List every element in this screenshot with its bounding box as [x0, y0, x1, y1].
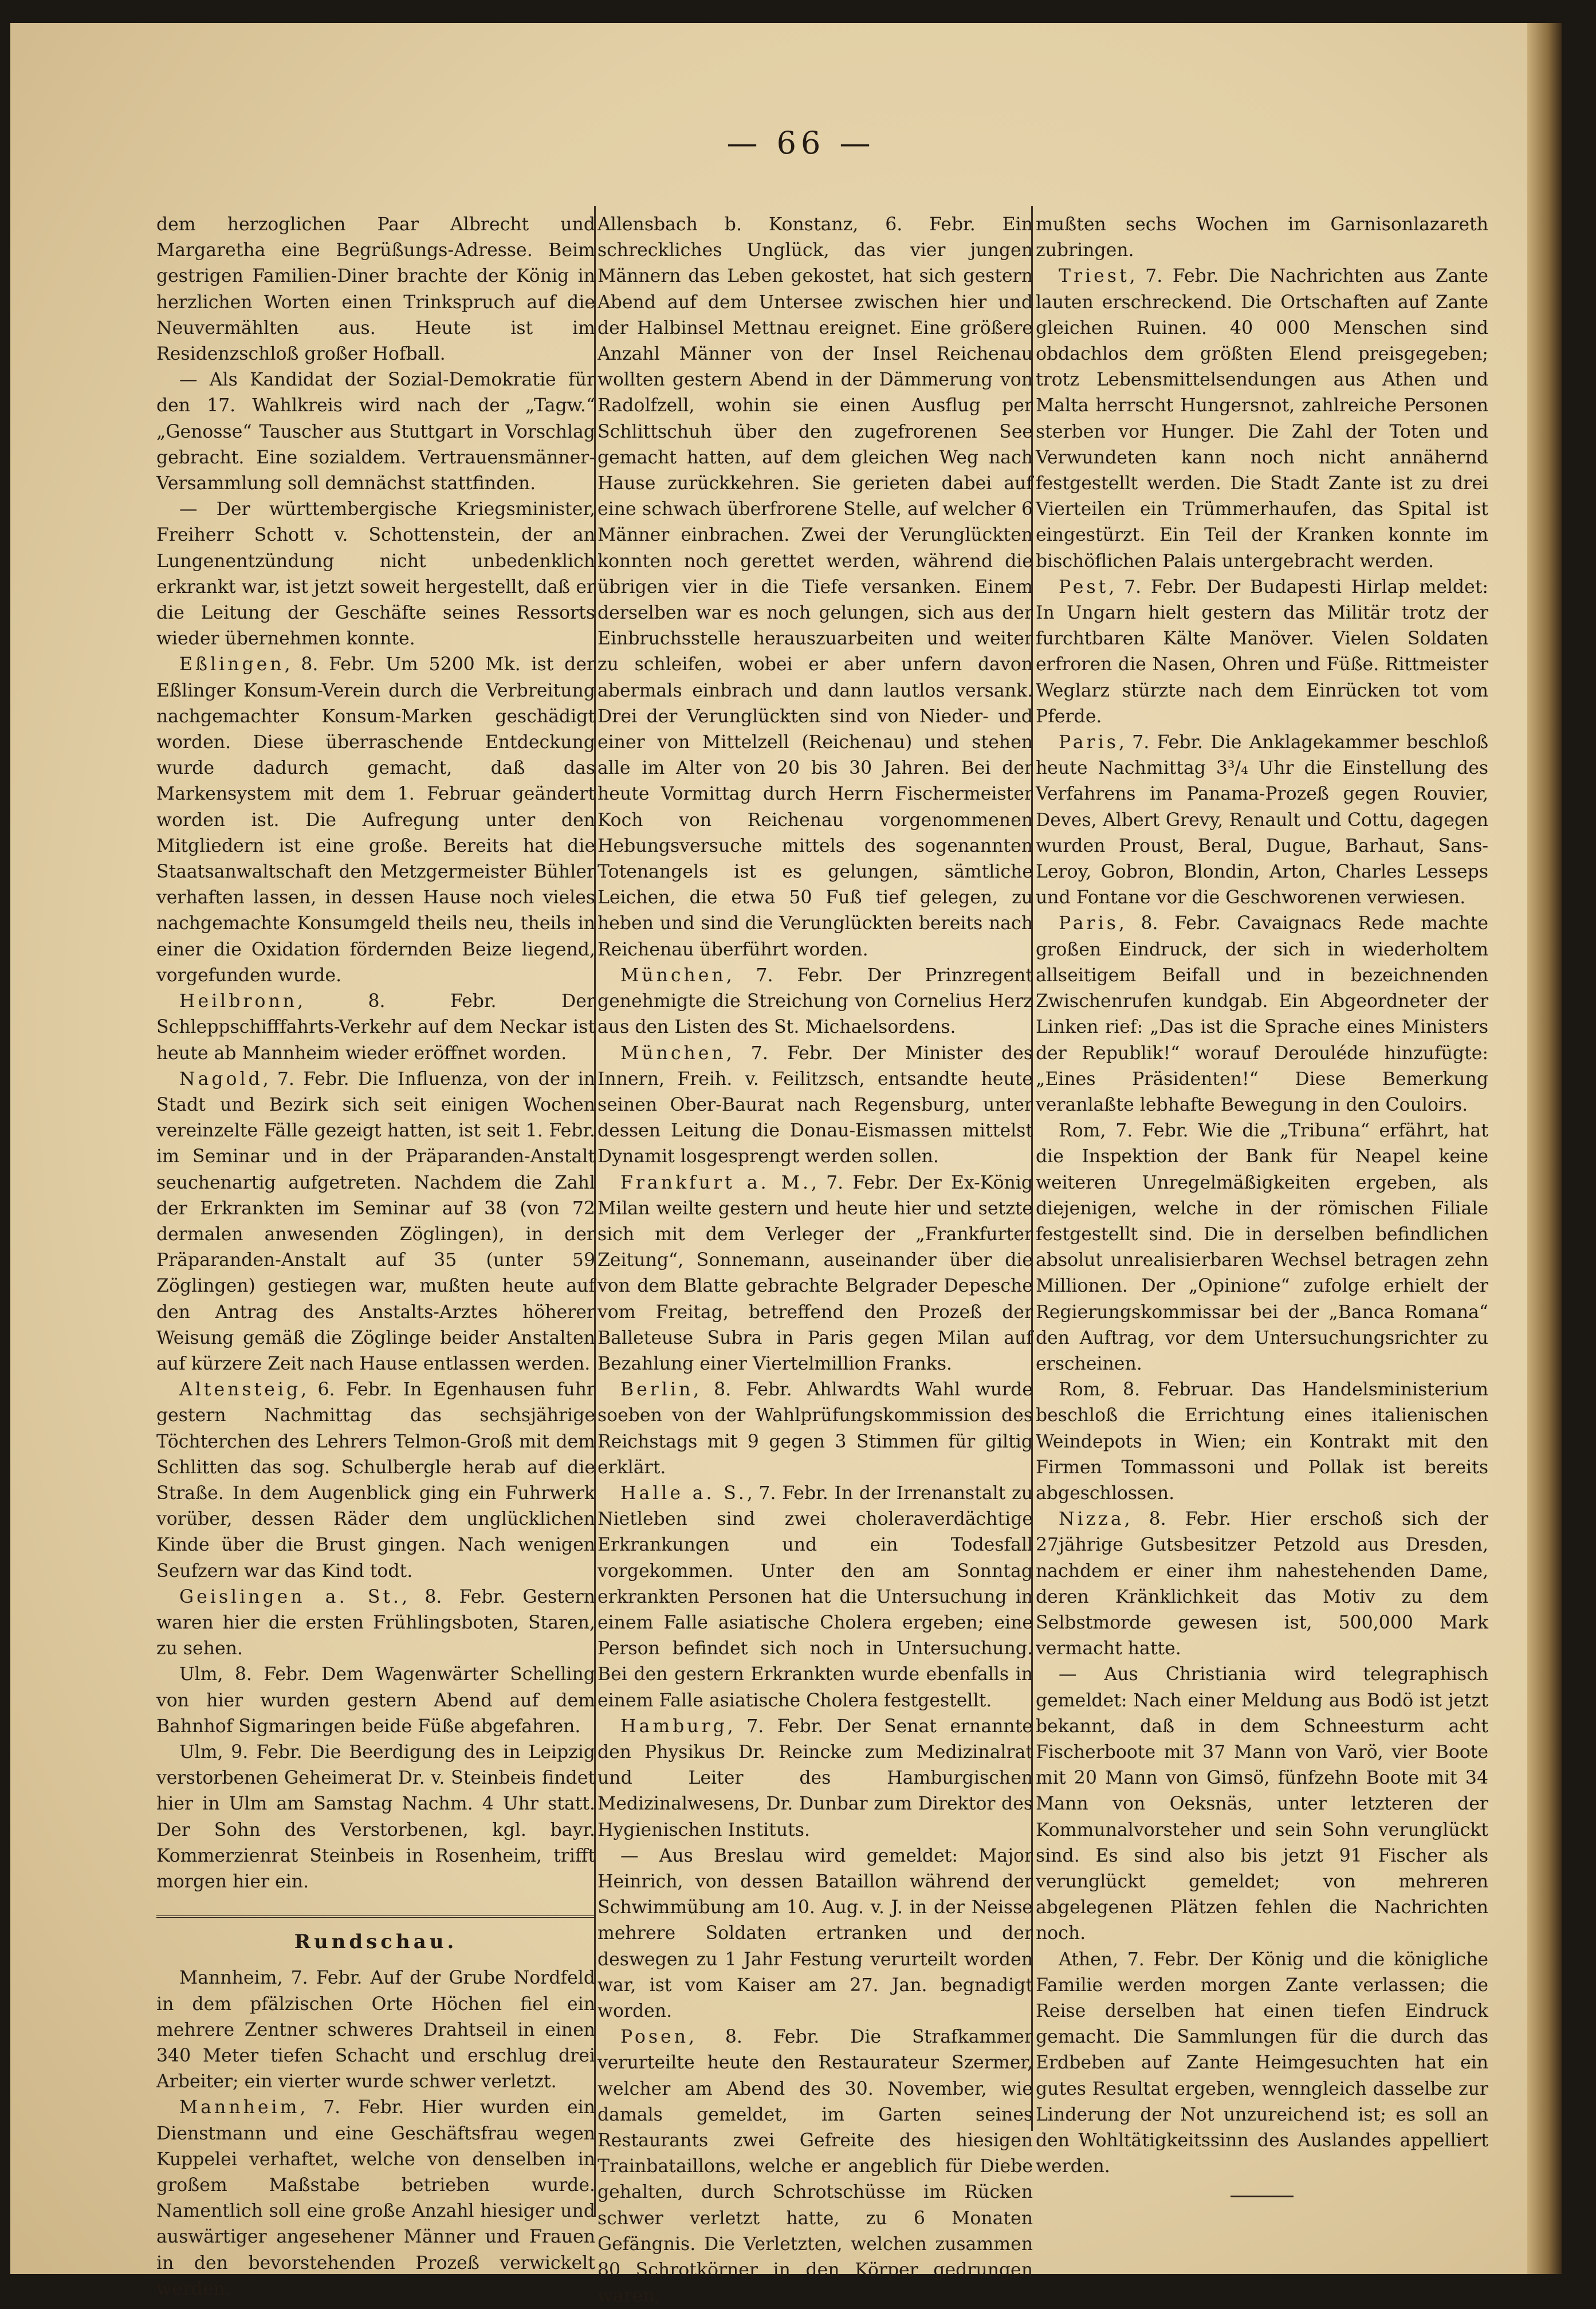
dateline-place: Posen: [620, 2027, 689, 2048]
article-paragraph: [1036, 1118, 1488, 1377]
article-text: — Aus Breslau wird gemeldet: Major Heinrich, von dessen Bataillon während der Schwimmübung am 10. Aug. v. J. in der Neisse mehrere Soldaten ertranken und der deswegen zu 1 Jahr Festung verurteilt worden war, ist vom Kaiser am 27. Jan. begnadigt worden.: [597, 1845, 1033, 2022]
article-text: — Aus Christiania wird telegraphisch gemeldet: Nach einer Meldung aus Bodö ist jetzt bekannt, daß in dem Schneesturm acht Fischerboote mit 37 Mann von Varö, vier Boote mit 20 Mann von Gimsö, fünfzehn Boote mit 34 Mann von Oeksnäs, unter letzteren der Kommunalvorsteher und sein Sohn verunglückt sind. Es sind also bis jetzt 91 Fischer als verunglückt gemeldet; von mehreren abgelegenen Plätzen fehlen die Nachrichten noch.: [1036, 1664, 1488, 1944]
article-paragraph: [1036, 575, 1488, 730]
article-text: Rom, 8. Februar. Das Handelsministerium beschloß die Errichtung eines italienischen Weindepots in Wien; ein Kontrakt mit den Firmen Tommassoni und Pollak ist bereits abgeschlossen.: [1036, 1379, 1488, 1504]
article-text: — Der württembergische Kriegsminister, Freiherr Schott v. Schottenstein, der an Lungenentzündung nicht unbedenklich erkrankt war, ist jetzt soweit hergestellt, daß er die Leitung der Geschäfte seines Ressorts wieder übernehmen konnte.: [156, 499, 595, 650]
article-paragraph: [156, 1965, 595, 2095]
article-text: Allensbach b. Konstanz, 6. Febr. Ein schreckliches Unglück, das vier jungen Männern das Leben gekostet, hat sich gestern Abend auf dem Untersee zwischen hier und der Halbinsel Mettnau ereignet. Eine größere Anzahl Männer von der Insel Reichenau wollten gestern Abend in der Dämmerung von Radolfzell, wohin sie einen Ausflug per Schlittschuh über den zugefrorenen See gemacht hatten, auf dem gleichen Weg nach Hause zurückkehren. Sie gerieten dabei auf eine schwach überfrorene Stelle, auf welcher 6 Männer einbrachen. Zwei der Verunglückten konnten noch gerettet werden, während die übrigen vier in die Tiefe versanken. Einem derselben war es noch gelungen, sich aus der Einbruchsstelle herauszuarbeiten und weiter zu schleifen, wobei er aber unfern davon abermals einbrach und dann lautlos versank. Drei der Verunglückten sind von Nieder- und einer von Mittelzell (Reichenau) und stehen alle im Alter von 20 bis 30 Jahren. Bei der heute Vormittag durch Herrn Fischermeister Koch von Reichenau vorgenommenen Hebungsversuche mittels des sogenannten Totenangels ist es gelungen, sämtliche Leichen, die etwa 50 Fuß tief gelegen, zu heben und sind die Verunglückten bereits nach Reichenau überführt worden.: [597, 214, 1033, 960]
section-articles: [156, 1965, 595, 2302]
dateline-place: München: [620, 1043, 726, 1064]
article-paragraph: [1036, 1506, 1488, 1662]
article-text: , 7. Febr. Der Budapesti Hirlap meldet: In Ungarn hielt gestern das Militär trotz der furchtbaren Kälte Manöver. Vielen Soldaten erfroren die Nasen, Ohren und Füße. Rittmeister Weglarz stürzte nach dem Einrücken tot vom Pferde.: [1036, 576, 1488, 727]
dateline-place: Hamburg: [620, 1716, 728, 1737]
dateline-place: Pest: [1059, 576, 1109, 597]
article-text: , 7. Febr. Die Nachrichten aus Zante lauten erschreckend. Die Ortschaften auf Zante gleichen Ruinen. 40 000 Menschen sind obdachlos dem größten Elend preisgegeben; trotz Lebensmittelsendungen aus Athen und Malta herrscht Hungersnot, zahlreiche Personen sterben vor Hunger. Die Zahl der Toten und Verwundeten kann noch nicht annähernd festgestellt werden. Die Stadt Zante ist zu drei Vierteilen ein Trümmerhaufen, das Spital ist eingestürzt. Ein Teil der Kranken konnte im bischöflichen Palais untergebracht werden.: [1036, 266, 1488, 572]
article-paragraph: [597, 212, 1033, 963]
article-paragraph: [1036, 212, 1488, 263]
newspaper-page: [10, 23, 1562, 2307]
column-right: [1036, 212, 1488, 2197]
article-text: Mannheim, 7. Febr. Auf der Grube Nordfeld in dem pfälzischen Orte Höchen fiel ein mehrere Zentner schweres Drahtseil in einen 340 Meter tiefen Schacht und erschlug drei Arbeiter; ein vierter wurde schwer verletzt.: [156, 1968, 595, 2092]
article-text: , 7. Febr. Der Ex-König Milan weilte gestern und heute hier und setzte sich mit dem Verleger der „Frankfurter Zeitung“, Sonnemann, auseinander über die von dem Blatte gebrachte Belgrader Depesche vom Freitag, betreffend den Prozeß der Balleteuse Subra in Paris gegen Milan auf Bezahlung einer Viertelmillion Franks.: [597, 1172, 1033, 1374]
article-text: mußten sechs Wochen im Garnisonlazareth zubringen.: [1036, 214, 1488, 261]
dateline-place: Heilbronn: [179, 991, 298, 1012]
dateline-place: Nizza: [1059, 1509, 1125, 1530]
article-text: , 8. Febr. Der Schleppschifffahrts-Verkehr auf dem Neckar ist heute ab Mannheim wieder eröffnet worden.: [156, 991, 595, 1064]
article-paragraph: [597, 1714, 1033, 1843]
dateline-place: Berlin: [620, 1379, 694, 1401]
article-paragraph: [1036, 730, 1488, 911]
dateline-place: Nagold: [179, 1068, 263, 1089]
article-paragraph: [597, 963, 1033, 1041]
dateline-place: Halle a. S.: [620, 1482, 747, 1504]
dateline-place: München: [620, 965, 726, 986]
end-rule: [1231, 2196, 1294, 2197]
article-text: , 8. Febr. Cavaignacs Rede machte großen Eindruck, der sich in wiederholtem allseitigem Beifall und in bezeichnenden Zwischenrufen kundgab. Ein Abgeordneter der Linken rief: „Das ist die Sprache eines Ministers der Republik!“ worauf Derouléde hinzufügte: „Eines Präsidenten!“ Diese Bemerkung veranlaßte lebhafte Bewegung in den Couloirs.: [1036, 913, 1488, 1115]
article-text: Ulm, 8. Febr. Dem Wagenwärter Schelling von hier wurden gestern Abend auf dem Bahnhof Sigmaringen beide Füße abgefahren.: [156, 1664, 595, 1737]
column-right-articles: [1036, 212, 1488, 2180]
article-text: , 7. Febr. Die Influenza, von der in Stadt und Bezirk sich seit einigen Wochen vereinzelte Fälle gezeigt hatten, ist seit 1. Febr. im Seminar und in der Präparanden-Anstalt seuchenartig aufgetreten. Nachdem die Zahl der Erkrankten im Seminar auf 38 (von 72 dermalen anwesenden Zöglingen), in der Präparanden-Anstalt auf 35 (unter 59 Zöglingen) gestiegen war, mußten heute auf den Antrag des Anstalts-Arztes höherer Weisung gemäß die Zöglinge beider Anstalten auf kürzere Zeit nach Hause entlassen werden.: [156, 1068, 595, 1374]
page-binding-edge: [1527, 23, 1562, 2274]
article-paragraph: [1036, 263, 1488, 574]
article-paragraph: [1036, 911, 1488, 1118]
dateline-place: Paris: [1059, 913, 1119, 934]
article-paragraph: [1036, 1662, 1488, 1946]
article-paragraph: [156, 652, 595, 989]
article-text: , 8. Febr. Hier erschoß sich der 27jährige Gutsbesitzer Petzold aus Dresden, nachdem er einer ihm nahestehenden Dame, deren Kränklichkeit das Motiv zu dem Selbstmorde gewesen ist, 500,000 Mark vermacht hatte.: [1036, 1509, 1488, 1659]
article-text: — Als Kandidat der Sozial-Demokratie für den 17. Wahlkreis wird nach der „Tagw.“ „Genosse“ Tauscher aus Stuttgart in Vorschlag gebracht. Eine sozialdem. Vertrauensmänner-Versammlung soll demnächst stattfinden.: [156, 369, 595, 494]
article-paragraph: [597, 1377, 1033, 1481]
dateline-place: Eßlingen: [179, 654, 285, 675]
section-heading: Rundschau.: [156, 1915, 595, 1955]
article-paragraph: [156, 1740, 595, 1895]
article-text: Athen, 7. Febr. Der König und die königliche Familie werden morgen Zante verlassen; die Reise derselben hat einen tiefen Eindruck gemacht. Die Sammlungen für die durch das Erdbeben auf Zante Heimgesuchten hat ein gutes Resultat ergeben, wenngleich dasselbe zur Linderung der Not unzureichend ist; es soll an den Wohltätigkeitssinn des Auslandes appelliert werden.: [1036, 1949, 1488, 2177]
article-paragraph: [156, 1584, 595, 1662]
article-paragraph: [1036, 1947, 1488, 2180]
dateline-place: Frankfurt a. M.: [620, 1172, 811, 1193]
article-paragraph: [156, 1377, 595, 1584]
article-text: , 8. Febr. Die Strafkammer verurteilte heute den Restaurateur Szermer, welcher am Abend des 30. November, wie damals gemeldet, im Garten seines Restaurants zwei Gefreite des hiesigen Trainbataillons, welche er angeblich für Diebe gehalten, durch Schrotschüsse im Rücken schwer verletzt hatte, zu 6 Monaten Gefängnis. Die Verletzten, welchen zusammen 80 Schrotkörner in den Körper gedrungen waren,: [597, 2027, 1033, 2307]
article-text: , 7. Febr. Der Senat ernannte den Physikus Dr. Reincke zum Medizinalrat und Leiter des Hamburgischen Medizinalwesens, Dr. Dunbar zum Direktor des Hygienischen Instituts.: [597, 1716, 1033, 1840]
article-paragraph: [156, 1067, 595, 1377]
article-text: dem herzoglichen Paar Albrecht und Margaretha eine Begrüßungs-Adresse. Beim gestrigen Familien-Diner brachte der König in herzlichen Worten einen Trinkspruch auf die Neuvermählten aus. Heute ist im Residenzschloß großer Hofball.: [156, 214, 595, 365]
article-text: Ulm, 9. Febr. Die Beerdigung des in Leipzig verstorbenen Geheimerat Dr. v. Steinbeis findet hier in Ulm am Samstag Nachm. 4 Uhr statt. Der Sohn des Verstorbenen, kgl. bayr. Kommerzienrat Steinbeis in Rosenheim, trifft morgen hier ein.: [156, 1741, 595, 1892]
article-text: , 6. Febr. In Egenhausen fuhr gestern Nachmittag das sechsjährige Töchterchen des Lehrers Telmon-Groß mit dem Schlitten das sog. Schulbergle herab auf die Straße. In dem Augenblick ging ein Fuhrwerk vorüber, dessen Räder dem unglücklichen Kinde über die Brust gingen. Nach wenigen Seufzern war das Kind todt.: [156, 1379, 595, 1582]
article-text: , 7. Febr. Der Minister des Innern, Freih. v. Feilitzsch, entsandte heute seinen Ober-Baurat nach Regensburg, unter dessen Leitung die Donau-Eismassen mittelst Dynamit losgesprengt werden sollen.: [597, 1043, 1033, 1167]
article-paragraph: [597, 1041, 1033, 1170]
dateline-place: Paris: [1059, 732, 1119, 753]
column-left: [156, 212, 595, 2302]
article-text: , 8. Febr. Ahlwardts Wahl wurde soeben von der Wahlprüfungskommission des Reichstags mit 9 gegen 3 Stimmen für giltig erklärt.: [597, 1379, 1033, 1478]
column-middle-articles: [597, 212, 1033, 2309]
article-paragraph: [156, 989, 595, 1067]
article-text: , 7. Febr. Der Prinzregent genehmigte die Streichung von Cornelius Herz aus den Listen des St. Michaelsordens.: [597, 965, 1033, 1038]
article-text: , 7. Febr. Hier wurden ein Dienstmann und eine Geschäftsfrau wegen Kuppelei verhaftet, welche von denselben in großem Maßstabe betrieben wurde. Namentlich soll eine große Anzahl hiesiger und auswärtiger angesehener Männer und Frauen in den bevorstehenden Prozeß verwickelt werden.: [156, 2097, 595, 2299]
article-paragraph: [597, 1170, 1033, 1378]
article-paragraph: [156, 2095, 595, 2302]
article-paragraph: [597, 1481, 1033, 1714]
article-text: , 8. Febr. Um 5200 Mk. ist der Eßlinger Konsum-Verein durch die Verbreitung nachgemachter Konsum-Marken geschädigt worden. Diese überraschende Entdeckung wurde dadurch gemacht, daß das Markensystem mit dem 1. Februar geändert worden ist. Die Aufregung unter den Mitgliedern ist eine große. Bereits hat die Staatsanwaltschaft den Metzgermeister Bühler verhaften lassen, in dessen Hause noch vieles nachgemachte Konsumgeld theils neu, theils in einer die Oxidation fördernden Beize liegend, vorgefunden wurde.: [156, 654, 595, 986]
dateline-place: Triest: [1059, 266, 1130, 287]
article-text: , 8. Febr. Gestern waren hier die ersten Frühlingsboten, Staren, zu sehen.: [156, 1586, 595, 1659]
column-middle: [597, 212, 1033, 2309]
article-text: , 7. Febr. Die Anklagekammer beschloß heute Nachmittag 3³/₄ Uhr die Einstellung des Verfahrens im Panama-Prozeß gegen Rouvier, Deves, Albert Grevy, Renault und Cottu, dagegen wurden Proust, Beral, Dugue, Barhaut, Sans-Leroy, Gobron, Blondin, Arton, Charles Lesseps und Fontane vor die Geschworenen verwiesen.: [1036, 732, 1488, 908]
article-paragraph: [156, 497, 595, 652]
article-paragraph: [156, 367, 595, 497]
dateline-place: Altensteig: [179, 1379, 301, 1401]
dateline-place: Geislingen a. St.: [179, 1586, 402, 1607]
article-text: Rom, 7. Febr. Wie die „Tribuna“ erfährt, hat die Inspektion der Bank für Neapel keine weiteren Unregelmäßigkeiten ergeben, als diejenigen, welche in der römischen Filiale festgestellt sind. Die in derselben befindlichen absolut unrealisierbaren Wechsel betragen zehn Millionen. Der „Opinione“ zufolge erhielt der Regierungskommissar bei der „Banca Romana“ den Auftrag, vor dem Untersuchungsrichter zu erscheinen.: [1036, 1120, 1488, 1374]
page-number: — 66 —: [726, 125, 875, 161]
column-left-articles: [156, 212, 595, 1895]
article-paragraph: [1036, 1377, 1488, 1506]
article-text: , 7. Febr. In der Irrenanstalt zu Nietleben sind zwei choleraverdächtige Erkrankungen und ein Todesfall vorgekommen. Unter den am Sonntag erkrankten Personen hat die Untersuchung in einem Falle asiatische Cholera ergeben; eine Person befindet sich noch in Untersuchung. Bei den gestern Erkrankten wurde ebenfalls in einem Falle asiatische Cholera festgestellt.: [597, 1482, 1033, 1711]
dateline-place: Mannheim: [179, 2097, 300, 2118]
article-paragraph: [156, 212, 595, 367]
article-paragraph: [597, 1843, 1033, 2024]
article-paragraph: [156, 1662, 595, 1740]
article-paragraph: [597, 2024, 1033, 2309]
